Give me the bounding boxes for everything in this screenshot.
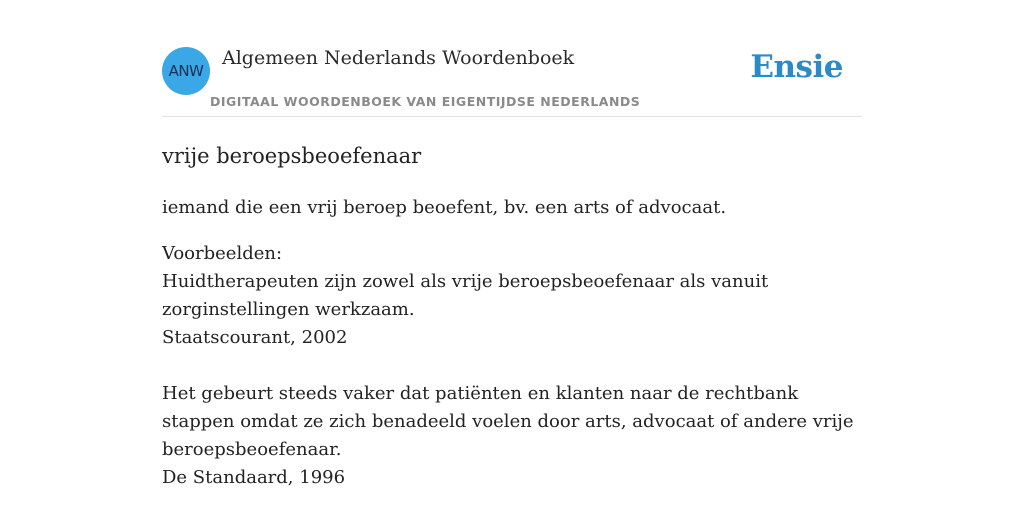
- example-source: Staatscourant, 2002: [162, 327, 348, 348]
- anw-logo[interactable]: [162, 47, 210, 95]
- dictionary-subtitle: DIGITAAL WOORDENBOEK VAN EIGENTIJDSE NEDERLANDS: [210, 94, 641, 109]
- example-source: De Standaard, 1996: [162, 467, 346, 488]
- dictionary-title[interactable]: Algemeen Nederlands Woordenboek: [222, 47, 575, 69]
- entry-term: vrije beroepsbeoefenaar: [162, 144, 422, 168]
- example-text: Huidtherapeuten zijn zowel als vrije beroepsbeoefenaar als vanuit zorginstellingen werkzaam.: [162, 271, 769, 320]
- example-text: Het gebeurt steeds vaker dat patiënten en klanten naar de rechtbank stappen omdat ze zich benadeeld voelen door arts, advocaat of andere vrije beroepsbeoefenaar.: [162, 383, 854, 460]
- example-item: [162, 268, 862, 352]
- entry-card: [162, 40, 862, 512]
- logo-text: ANW: [168, 62, 204, 80]
- entry-definition: iemand die een vrij beroep beoefent, bv. een arts of advocaat.: [162, 197, 727, 218]
- ensie-brand-logo[interactable]: Ensie: [750, 49, 843, 85]
- examples-section: [162, 240, 862, 492]
- example-item: [162, 380, 862, 492]
- examples-label: Voorbeelden:: [162, 243, 283, 264]
- page-header: [162, 40, 862, 117]
